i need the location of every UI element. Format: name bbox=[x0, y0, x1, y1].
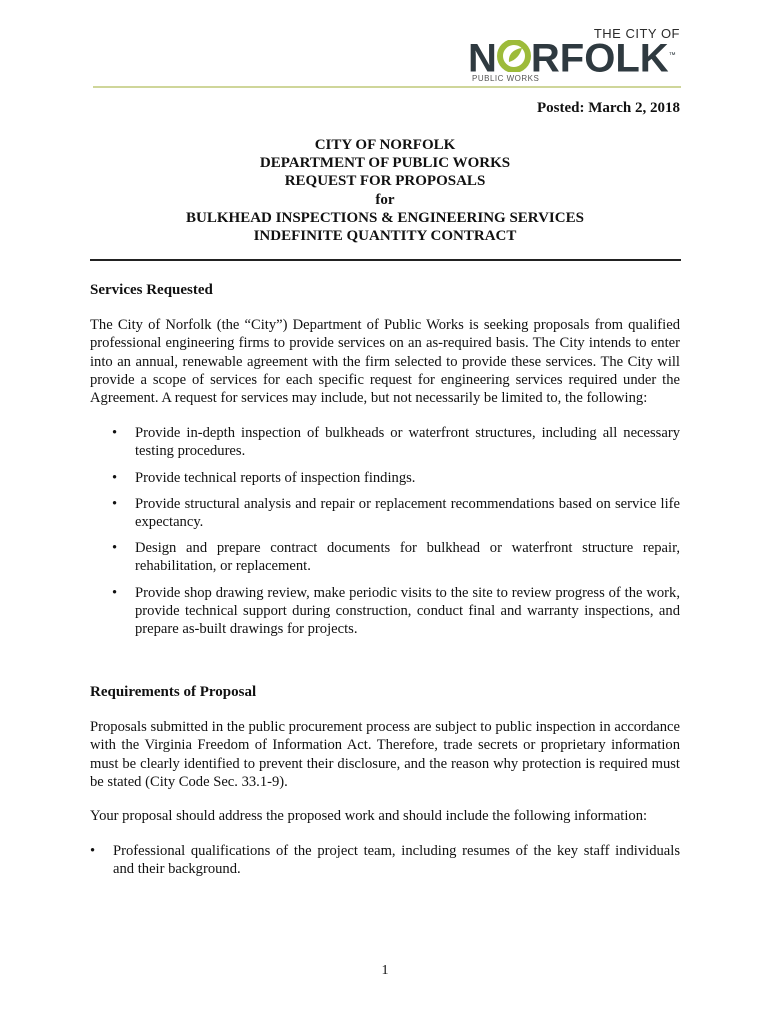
title-line: DEPARTMENT OF PUBLIC WORKS bbox=[259, 155, 511, 172]
logo-letters-rfolk: RFOLK bbox=[530, 36, 669, 81]
bullet: • bbox=[112, 469, 118, 486]
services-heading: Services Requested bbox=[90, 282, 213, 298]
list-item-text: Provide in-depth inspection of bulkheads or waterfront structures, including all necessary testing procedures. bbox=[135, 425, 680, 460]
requirements-heading: Requirements of Proposal bbox=[90, 684, 257, 700]
list-item-text: Design and prepare contract documents for bulkhead or waterfront structure repair, rehabilitation, or replacement. bbox=[135, 540, 680, 575]
list-item bbox=[90, 469, 680, 487]
title-line: INDEFINITE QUANTITY CONTRACT bbox=[253, 228, 517, 245]
list-item-text: Professional qualifications of the project team, including resumes of the key staff individuals and their background. bbox=[113, 843, 680, 878]
title-line: BULKHEAD INSPECTIONS & ENGINEERING SERVICES bbox=[186, 209, 584, 226]
bullet: • bbox=[112, 495, 118, 512]
bullet: • bbox=[112, 540, 118, 557]
title-line: for bbox=[375, 191, 395, 208]
services-section bbox=[90, 281, 680, 646]
logo-letter-n: N bbox=[468, 36, 497, 81]
posted-date: Posted: March 2, 2018 bbox=[536, 100, 680, 116]
city-of-norfolk-logo bbox=[468, 26, 682, 84]
document-title bbox=[90, 136, 680, 245]
bullet: • bbox=[112, 425, 118, 442]
services-list bbox=[90, 424, 680, 638]
title-line: REQUEST FOR PROPOSALS bbox=[284, 173, 486, 190]
list-item bbox=[90, 495, 680, 531]
services-paragraph: The City of Norfolk (the “City”) Department of Public Works is seeking proposals from qualified professional engineering firms to provide services on an as-required basis. The City intends to enter into an annual, renewable agreement with the firm selected to provide these services. The City will provide a scope of services for each specific request for engineering services required under the Agreement. A request for services may include, but not necessarily be limited to, the following: bbox=[90, 317, 680, 407]
logo-trademark: ™ bbox=[668, 52, 676, 59]
logo-o-mark-icon bbox=[497, 40, 531, 72]
list-item bbox=[90, 584, 680, 639]
requirements-intro: Your proposal should address the proposed work and should include the following information: bbox=[90, 808, 648, 825]
list-item bbox=[90, 842, 680, 878]
logo-sub-text: PUBLIC WORKS bbox=[472, 74, 540, 83]
page-number: 1 bbox=[381, 963, 389, 978]
list-item-text: Provide shop drawing review, make periodic visits to the site to review progress of the work, provide technical support during construction, conduct final and warranty inspections, and prepare as-built drawings for projects. bbox=[135, 584, 680, 638]
list-item bbox=[90, 539, 680, 575]
bullet: • bbox=[90, 843, 96, 860]
requirements-section bbox=[90, 683, 680, 879]
requirements-list bbox=[90, 842, 680, 878]
title-line: CITY OF NORFOLK bbox=[314, 137, 456, 153]
title-divider bbox=[90, 259, 681, 261]
list-item-text: Provide technical reports of inspection findings. bbox=[135, 469, 416, 486]
logo-top-text: THE CITY OF bbox=[593, 26, 680, 41]
requirements-paragraph: Proposals submitted in the public procurement process are subject to public inspection in accordance with the Virginia Freedom of Information Act. Therefore, trade secrets or proprietary information must be clearly identified to prevent their disclosure, and the reason why protection is required must be stated (City Code Sec. 33.1-9). bbox=[90, 719, 680, 790]
bullet: • bbox=[112, 584, 118, 601]
header-divider bbox=[93, 86, 681, 88]
list-item bbox=[90, 424, 680, 460]
list-item-text: Provide structural analysis and repair or replacement recommendations based on service life expectancy. bbox=[135, 495, 680, 531]
